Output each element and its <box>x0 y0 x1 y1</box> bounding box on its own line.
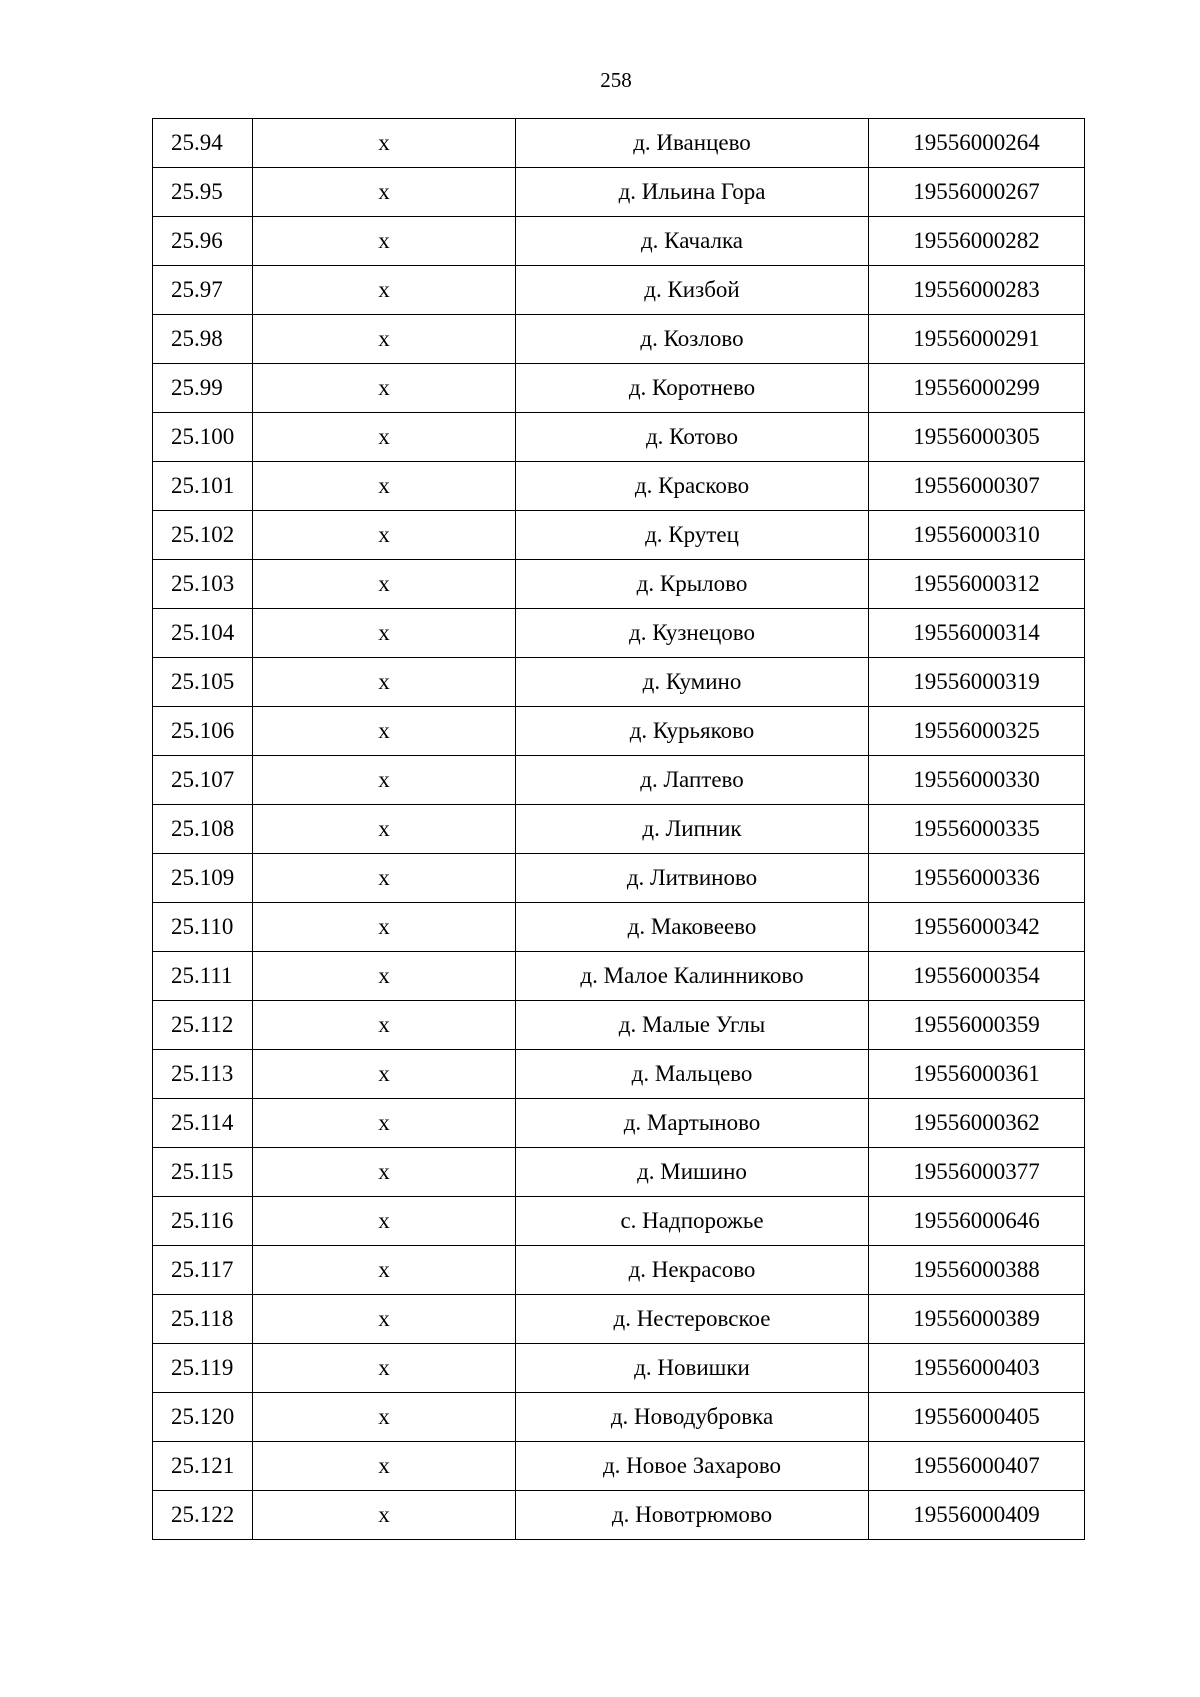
settlement-name-cell: д. Литвиново <box>516 854 869 903</box>
row-number-cell: 25.121 <box>153 1442 253 1491</box>
row-number-cell: 25.99 <box>153 364 253 413</box>
table-row <box>153 1295 1085 1344</box>
table-row <box>153 413 1085 462</box>
row-number-cell: 25.120 <box>153 1393 253 1442</box>
mark-cell: x <box>253 266 516 315</box>
table-row <box>153 1246 1085 1295</box>
code-cell: 19556000267 <box>869 168 1085 217</box>
mark-cell: x <box>253 1442 516 1491</box>
settlement-name-cell: д. Кумино <box>516 658 869 707</box>
code-cell: 19556000646 <box>869 1197 1085 1246</box>
mark-cell: x <box>253 1197 516 1246</box>
mark-cell: x <box>253 364 516 413</box>
row-number-cell: 25.98 <box>153 315 253 364</box>
row-number-cell: 25.115 <box>153 1148 253 1197</box>
mark-cell: x <box>253 1148 516 1197</box>
mark-cell: x <box>253 903 516 952</box>
table-row <box>153 462 1085 511</box>
mark-cell: x <box>253 707 516 756</box>
code-cell: 19556000264 <box>869 119 1085 168</box>
row-number-cell: 25.118 <box>153 1295 253 1344</box>
code-cell: 19556000388 <box>869 1246 1085 1295</box>
row-number-cell: 25.122 <box>153 1491 253 1540</box>
settlement-name-cell: д. Кузнецово <box>516 609 869 658</box>
row-number-cell: 25.94 <box>153 119 253 168</box>
settlement-name-cell: д. Маковеево <box>516 903 869 952</box>
table-row <box>153 168 1085 217</box>
settlement-name-cell: д. Липник <box>516 805 869 854</box>
code-cell: 19556000310 <box>869 511 1085 560</box>
code-cell: 19556000283 <box>869 266 1085 315</box>
row-number-cell: 25.117 <box>153 1246 253 1295</box>
code-cell: 19556000291 <box>869 315 1085 364</box>
settlement-name-cell: д. Нестеровское <box>516 1295 869 1344</box>
settlement-name-cell: д. Иванцево <box>516 119 869 168</box>
settlement-name-cell: д. Качалка <box>516 217 869 266</box>
mark-cell: x <box>253 413 516 462</box>
mark-cell: x <box>253 658 516 707</box>
mark-cell: x <box>253 1491 516 1540</box>
row-number-cell: 25.114 <box>153 1099 253 1148</box>
settlement-name-cell: д. Курьяково <box>516 707 869 756</box>
row-number-cell: 25.113 <box>153 1050 253 1099</box>
row-number-cell: 25.107 <box>153 756 253 805</box>
table-row <box>153 1491 1085 1540</box>
code-cell: 19556000307 <box>869 462 1085 511</box>
code-cell: 19556000336 <box>869 854 1085 903</box>
settlement-name-cell: д. Мишино <box>516 1148 869 1197</box>
settlement-name-cell: с. Надпорожье <box>516 1197 869 1246</box>
code-cell: 19556000362 <box>869 1099 1085 1148</box>
table-row <box>153 952 1085 1001</box>
settlement-name-cell: д. Малые Углы <box>516 1001 869 1050</box>
row-number-cell: 25.109 <box>153 854 253 903</box>
table-body <box>153 119 1085 1540</box>
row-number-cell: 25.110 <box>153 903 253 952</box>
code-cell: 19556000405 <box>869 1393 1085 1442</box>
table-row <box>153 119 1085 168</box>
code-cell: 19556000361 <box>869 1050 1085 1099</box>
settlements-table <box>152 118 1085 1540</box>
table-row <box>153 658 1085 707</box>
settlement-name-cell: д. Козлово <box>516 315 869 364</box>
row-number-cell: 25.111 <box>153 952 253 1001</box>
row-number-cell: 25.103 <box>153 560 253 609</box>
table-row <box>153 364 1085 413</box>
code-cell: 19556000312 <box>869 560 1085 609</box>
code-cell: 19556000299 <box>869 364 1085 413</box>
row-number-cell: 25.97 <box>153 266 253 315</box>
mark-cell: x <box>253 609 516 658</box>
settlement-name-cell: д. Новотрюмово <box>516 1491 869 1540</box>
code-cell: 19556000335 <box>869 805 1085 854</box>
code-cell: 19556000282 <box>869 217 1085 266</box>
code-cell: 19556000359 <box>869 1001 1085 1050</box>
code-cell: 19556000314 <box>869 609 1085 658</box>
settlement-name-cell: д. Коротнево <box>516 364 869 413</box>
settlement-name-cell: д. Котово <box>516 413 869 462</box>
table-row <box>153 1197 1085 1246</box>
settlement-name-cell: д. Новодубровка <box>516 1393 869 1442</box>
code-cell: 19556000305 <box>869 413 1085 462</box>
settlement-name-cell: д. Лаптево <box>516 756 869 805</box>
settlement-name-cell: д. Некрасово <box>516 1246 869 1295</box>
mark-cell: x <box>253 805 516 854</box>
row-number-cell: 25.105 <box>153 658 253 707</box>
table-row <box>153 609 1085 658</box>
mark-cell: x <box>253 217 516 266</box>
table-row <box>153 1001 1085 1050</box>
code-cell: 19556000403 <box>869 1344 1085 1393</box>
table-row <box>153 707 1085 756</box>
settlement-name-cell: д. Крутец <box>516 511 869 560</box>
row-number-cell: 25.112 <box>153 1001 253 1050</box>
row-number-cell: 25.102 <box>153 511 253 560</box>
code-cell: 19556000354 <box>869 952 1085 1001</box>
row-number-cell: 25.100 <box>153 413 253 462</box>
code-cell: 19556000377 <box>869 1148 1085 1197</box>
mark-cell: x <box>253 315 516 364</box>
table-row <box>153 756 1085 805</box>
mark-cell: x <box>253 119 516 168</box>
settlement-name-cell: д. Ильина Гора <box>516 168 869 217</box>
mark-cell: x <box>253 1050 516 1099</box>
mark-cell: x <box>253 1246 516 1295</box>
mark-cell: x <box>253 1344 516 1393</box>
table-row <box>153 560 1085 609</box>
table-row <box>153 511 1085 560</box>
mark-cell: x <box>253 511 516 560</box>
code-cell: 19556000407 <box>869 1442 1085 1491</box>
table-row <box>153 1393 1085 1442</box>
table-row <box>153 266 1085 315</box>
code-cell: 19556000325 <box>869 707 1085 756</box>
settlement-name-cell: д. Мартыново <box>516 1099 869 1148</box>
row-number-cell: 25.116 <box>153 1197 253 1246</box>
code-cell: 19556000342 <box>869 903 1085 952</box>
code-cell: 19556000409 <box>869 1491 1085 1540</box>
code-cell: 19556000319 <box>869 658 1085 707</box>
table-row <box>153 217 1085 266</box>
table-row <box>153 1099 1085 1148</box>
table-row <box>153 315 1085 364</box>
table-row <box>153 1148 1085 1197</box>
mark-cell: x <box>253 560 516 609</box>
mark-cell: x <box>253 756 516 805</box>
settlement-name-cell: д. Малое Калинниково <box>516 952 869 1001</box>
table-row <box>153 1050 1085 1099</box>
row-number-cell: 25.95 <box>153 168 253 217</box>
mark-cell: x <box>253 1393 516 1442</box>
page-number: 258 <box>600 68 632 92</box>
settlement-name-cell: д. Красково <box>516 462 869 511</box>
mark-cell: x <box>253 952 516 1001</box>
table-row <box>153 1344 1085 1393</box>
table-row <box>153 903 1085 952</box>
row-number-cell: 25.96 <box>153 217 253 266</box>
mark-cell: x <box>253 168 516 217</box>
row-number-cell: 25.104 <box>153 609 253 658</box>
row-number-cell: 25.108 <box>153 805 253 854</box>
settlement-name-cell: д. Кизбой <box>516 266 869 315</box>
mark-cell: x <box>253 462 516 511</box>
mark-cell: x <box>253 1099 516 1148</box>
code-cell: 19556000330 <box>869 756 1085 805</box>
settlement-name-cell: д. Крылово <box>516 560 869 609</box>
mark-cell: x <box>253 854 516 903</box>
settlement-name-cell: д. Новое Захарово <box>516 1442 869 1491</box>
table-row <box>153 805 1085 854</box>
settlement-name-cell: д. Мальцево <box>516 1050 869 1099</box>
settlement-name-cell: д. Новишки <box>516 1344 869 1393</box>
row-number-cell: 25.106 <box>153 707 253 756</box>
table-row <box>153 1442 1085 1491</box>
mark-cell: x <box>253 1001 516 1050</box>
row-number-cell: 25.101 <box>153 462 253 511</box>
code-cell: 19556000389 <box>869 1295 1085 1344</box>
mark-cell: x <box>253 1295 516 1344</box>
row-number-cell: 25.119 <box>153 1344 253 1393</box>
table-row <box>153 854 1085 903</box>
